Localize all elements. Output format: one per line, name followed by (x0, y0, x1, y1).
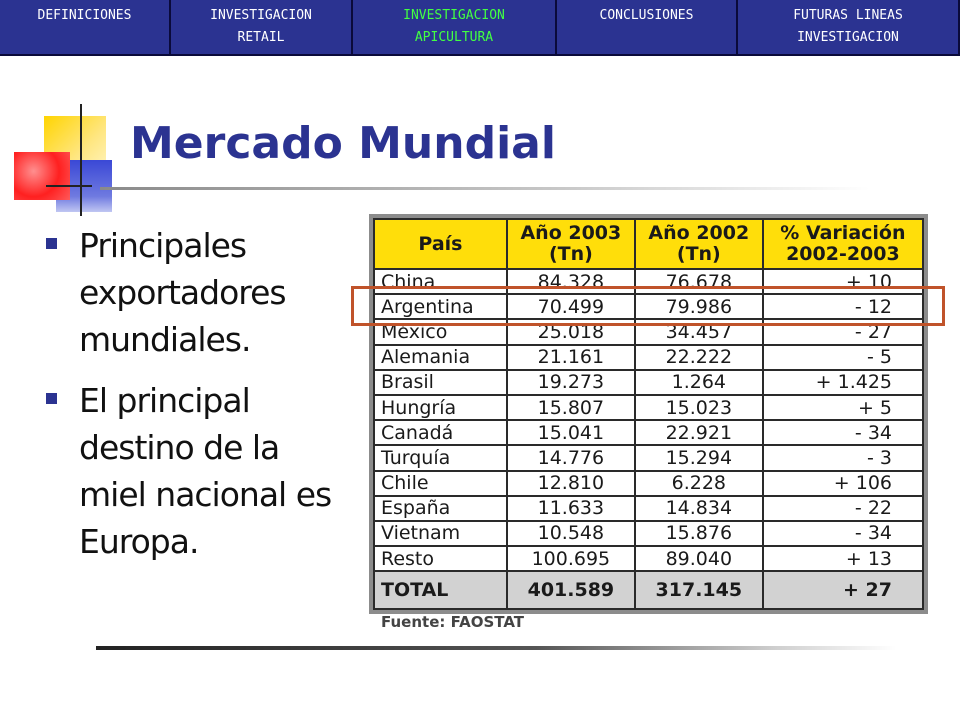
cell-2003: 11.633 (507, 496, 635, 521)
cell-country: Resto (374, 546, 507, 571)
decorative-vertical-line (80, 104, 82, 216)
top-navigation (0, 0, 960, 56)
cell-variation: - 27 (763, 319, 923, 344)
table-header-row (374, 219, 923, 269)
table-row (374, 471, 923, 496)
cell-country: España (374, 496, 507, 521)
cell-2003: 15.041 (507, 420, 635, 445)
cell-country: Hungría (374, 395, 507, 420)
cell-country: Argentina (374, 294, 507, 319)
table-row (374, 420, 923, 445)
argentina-highlight-box (351, 286, 945, 326)
total-cell-country: TOTAL (374, 571, 507, 609)
table-total-row (374, 571, 923, 609)
table-row (374, 370, 923, 395)
tab-investigacion-retail[interactable]: INVESTIGACION RETAIL (171, 0, 353, 56)
table-source: Fuente: FAOSTAT (381, 613, 525, 631)
cell-variation: - 34 (763, 420, 923, 445)
header-country: País (374, 219, 507, 269)
cell-2003: 100.695 (507, 546, 635, 571)
tab-futuras-lineas-investigacion[interactable]: FUTURAS LINEAS INVESTIGACION (738, 0, 960, 56)
bullet-item (46, 377, 346, 565)
header-year-2003: Año 2003 (Tn) (507, 219, 635, 269)
bullet-list (46, 222, 346, 579)
decorative-red-square (14, 152, 70, 200)
cell-variation: + 106 (763, 471, 923, 496)
table-row (374, 496, 923, 521)
tab-conclusiones[interactable]: CONCLUSIONES (557, 0, 738, 56)
total-cell-2002: 317.145 (635, 571, 763, 609)
tab-investigacion-apicultura[interactable]: INVESTIGACION APICULTURA (353, 0, 557, 56)
table-row (374, 521, 923, 546)
tab-definiciones[interactable]: DEFINICIONES (0, 0, 171, 56)
total-cell-variation: + 27 (763, 571, 923, 609)
cell-variation: + 10 (763, 269, 923, 294)
cell-variation: + 1.425 (763, 370, 923, 395)
cell-2002: 1.264 (635, 370, 763, 395)
bullet-square-icon (46, 393, 57, 404)
bullet-text: Principales exportadores mundiales. (79, 226, 286, 359)
cell-variation: + 5 (763, 395, 923, 420)
cell-2003: 70.499 (507, 294, 635, 319)
header-variation: % Variación 2002-2003 (763, 219, 923, 269)
cell-variation: - 12 (763, 294, 923, 319)
cell-2003: 19.273 (507, 370, 635, 395)
cell-2003: 25.018 (507, 319, 635, 344)
cell-country: Alemania (374, 345, 507, 370)
cell-country: Chile (374, 471, 507, 496)
cell-2002: 76.678 (635, 269, 763, 294)
cell-country: Turquía (374, 445, 507, 470)
cell-2002: 15.876 (635, 521, 763, 546)
cell-2002: 22.921 (635, 420, 763, 445)
cell-2003: 10.548 (507, 521, 635, 546)
cell-2002: 14.834 (635, 496, 763, 521)
decorative-horizontal-line (46, 185, 92, 187)
bullet-text: El principal destino de la miel nacional es Europa. (79, 381, 332, 561)
exporters-table-frame (369, 214, 928, 614)
cell-2002: 89.040 (635, 546, 763, 571)
cell-country: Brasil (374, 370, 507, 395)
bullet-square-icon (46, 238, 57, 249)
table-row (374, 395, 923, 420)
slide-title: Mercado Mundial (130, 118, 556, 169)
exporters-table (373, 218, 924, 610)
cell-variation: + 13 (763, 546, 923, 571)
cell-country: Vietnam (374, 521, 507, 546)
cell-2003: 14.776 (507, 445, 635, 470)
cell-2002: 22.222 (635, 345, 763, 370)
table-row (374, 546, 923, 571)
bullet-item (46, 222, 346, 363)
cell-country: México (374, 319, 507, 344)
bottom-divider (96, 646, 896, 650)
cell-variation: - 3 (763, 445, 923, 470)
cell-2002: 15.023 (635, 395, 763, 420)
cell-variation: - 5 (763, 345, 923, 370)
header-year-2002: Año 2002 (Tn) (635, 219, 763, 269)
cell-2002: 79.986 (635, 294, 763, 319)
table-row (374, 345, 923, 370)
cell-2002: 15.294 (635, 445, 763, 470)
total-cell-2003: 401.589 (507, 571, 635, 609)
cell-variation: - 22 (763, 496, 923, 521)
title-divider (100, 187, 870, 190)
cell-2003: 84.328 (507, 269, 635, 294)
cell-country: Canadá (374, 420, 507, 445)
cell-2002: 6.228 (635, 471, 763, 496)
cell-variation: - 34 (763, 521, 923, 546)
cell-2003: 21.161 (507, 345, 635, 370)
cell-2003: 15.807 (507, 395, 635, 420)
cell-country: China (374, 269, 507, 294)
table-row (374, 445, 923, 470)
cell-2002: 34.457 (635, 319, 763, 344)
cell-2003: 12.810 (507, 471, 635, 496)
